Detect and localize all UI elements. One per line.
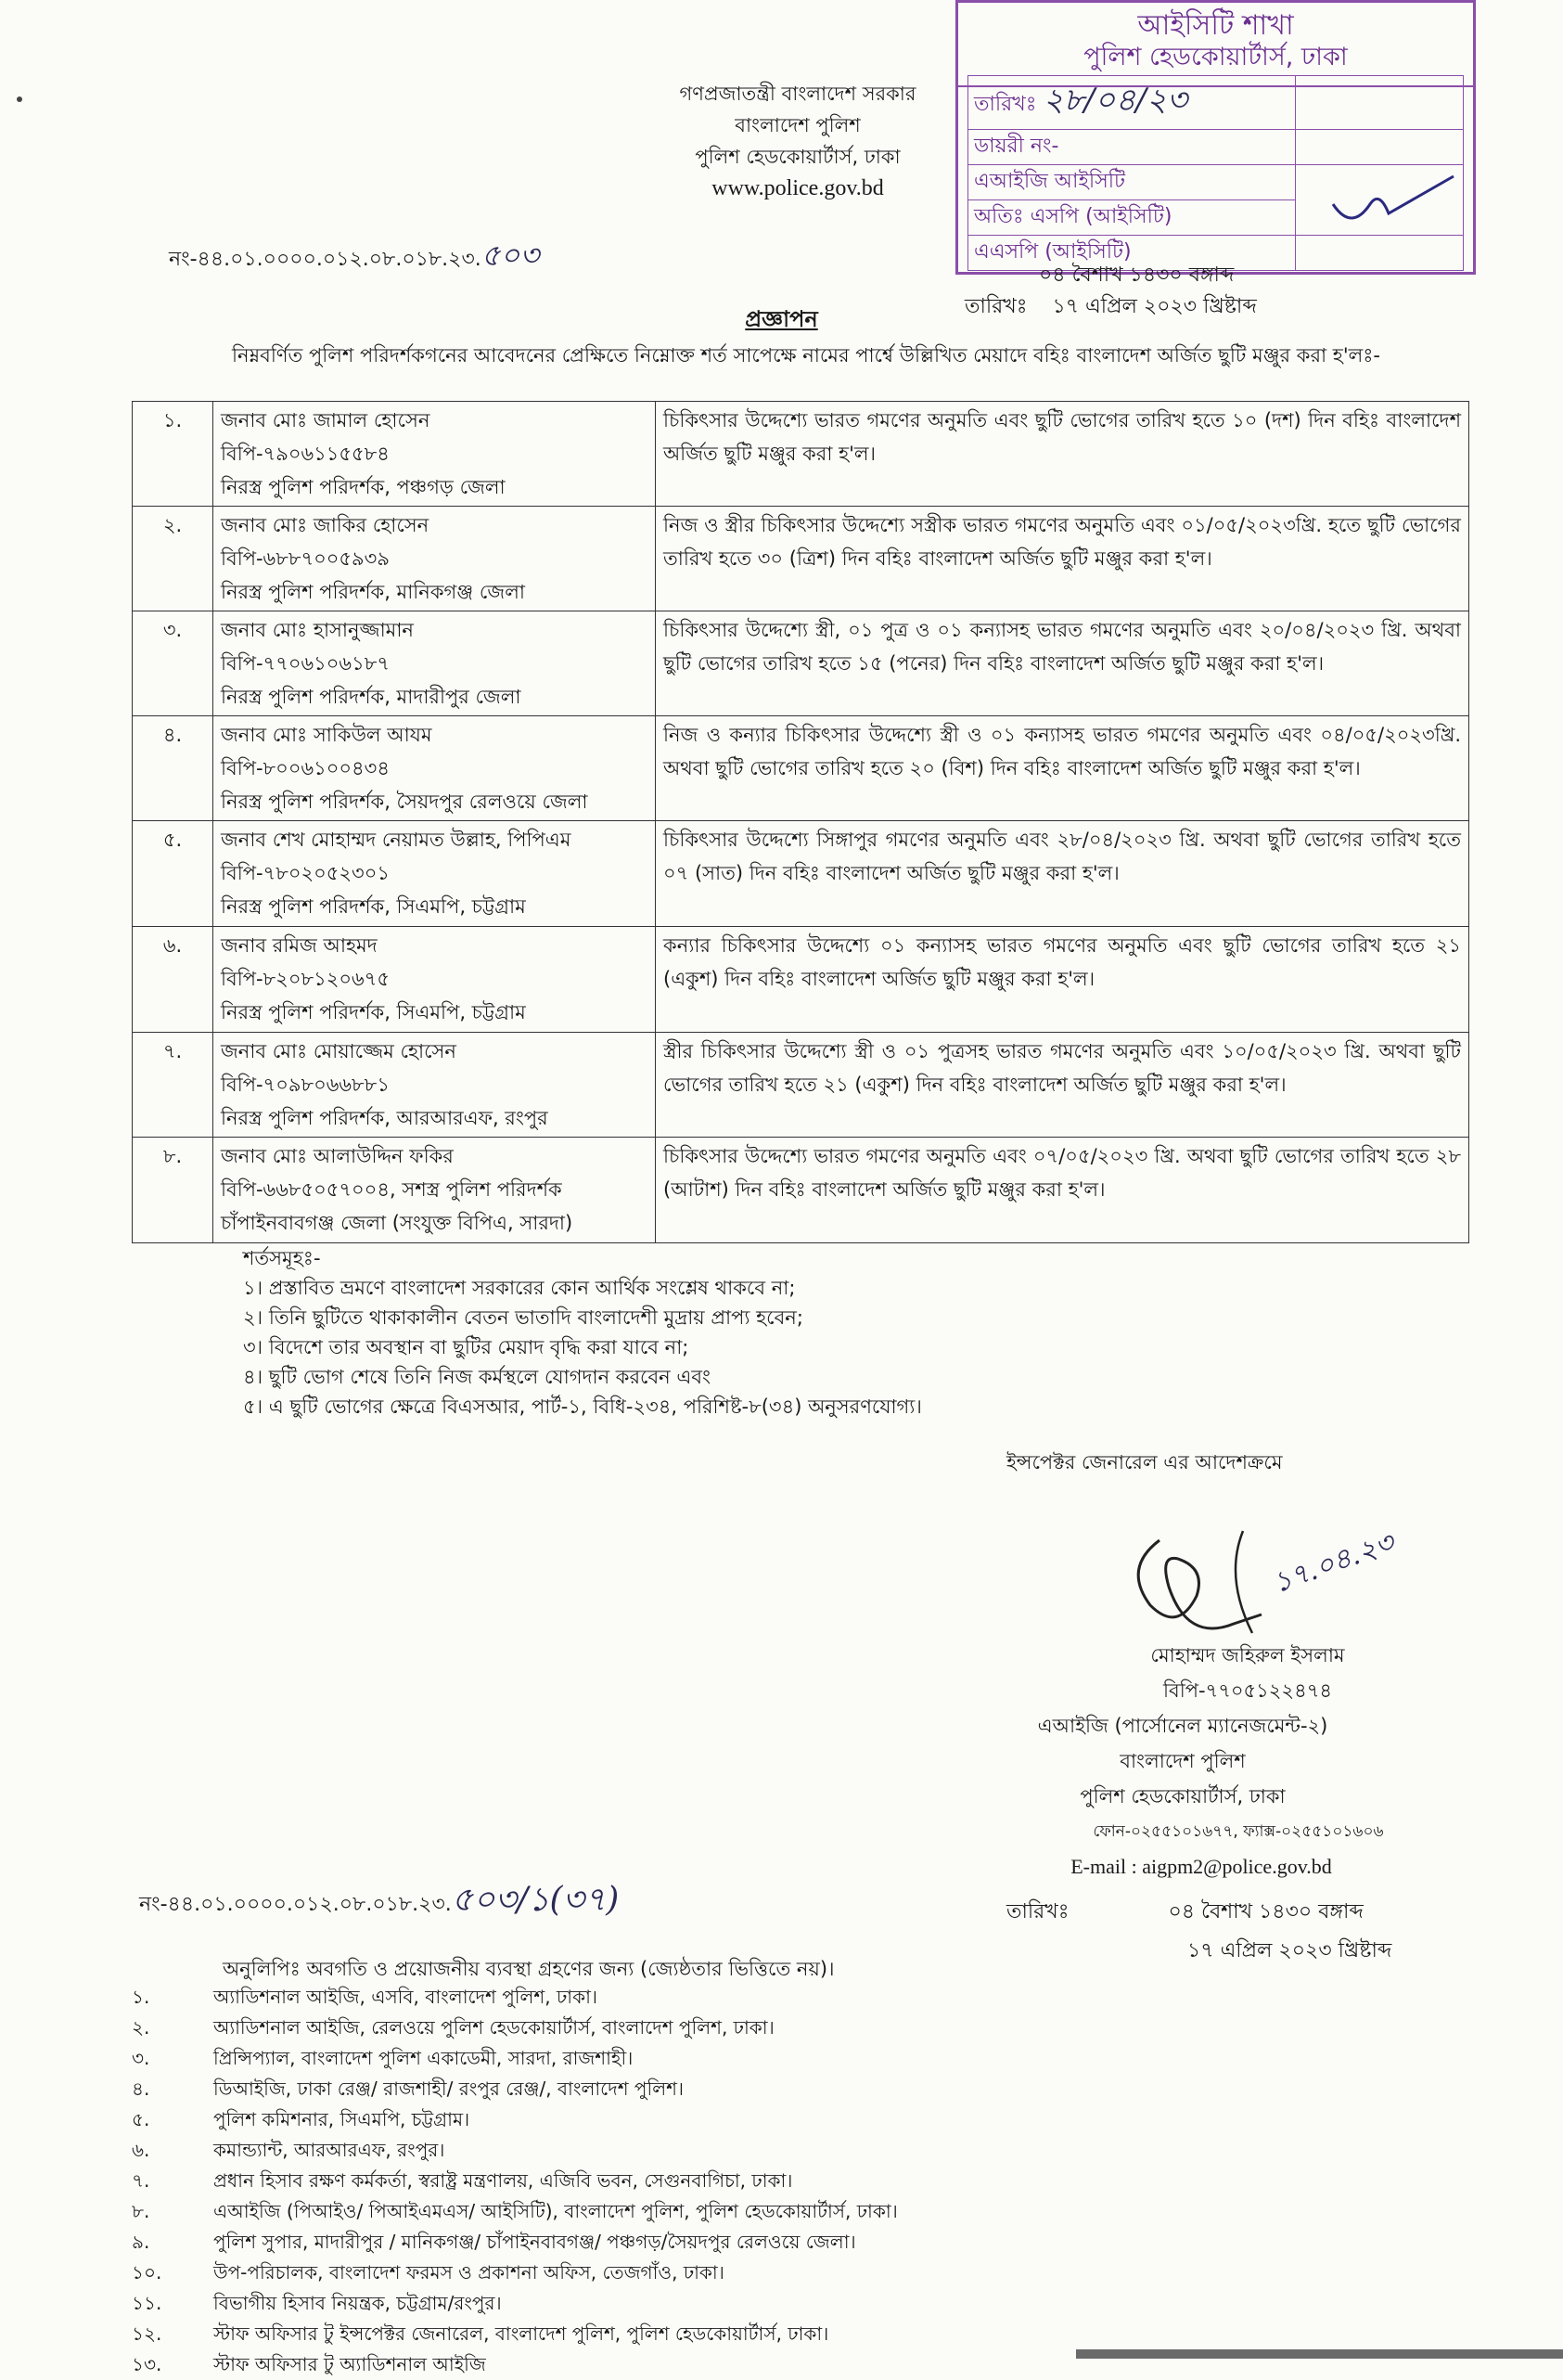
condition-item: ২। তিনি ছুটিতে থাকাকালীন বেতন ভাতাদি বাংলাদেশী মুদ্রায় প্রাপ্য হবেন;	[243, 1306, 803, 1329]
officer-post: নিরস্ত্র পুলিশ পরিদর্শক, সিএমপি, চট্টগ্রাম	[221, 1001, 526, 1023]
row-serial: ৪.	[133, 716, 213, 821]
row-serial: ৮.	[133, 1138, 213, 1243]
date-english: ১৭ এপ্রিল ২০২৩ খ্রিষ্টাব্দ	[1052, 295, 1257, 318]
row-officer	[213, 507, 656, 611]
leave-table-row	[133, 1138, 1469, 1243]
officer-post: নিরস্ত্র পুলিশ পরিদর্শক, মাদারীপুর জেলা	[221, 686, 521, 708]
leave-table-row	[133, 507, 1469, 611]
officer-bp: বিপি-৭০৯৮০৬৬৮৮১	[221, 1074, 390, 1096]
copy-item-text: ডিআইজি, ঢাকা রেঞ্জ/ রাজশাহী/ রংপুর রেঞ্জ/, বাংলাদেশ পুলিশ।	[213, 2078, 685, 2100]
officer-office: পুলিশ হেডকোয়ার্টার্স, ঢাকা	[1080, 1785, 1286, 1808]
officer-name: জনাব মোঃ মোয়াজ্জেম হোসেন	[221, 1040, 456, 1062]
copy-date-english: ১৭ এপ্রিল ২০২৩ খ্রিষ্টাব্দ	[1187, 1939, 1392, 1962]
stamp-row-aig: এআইজি আইসিটি	[968, 165, 1296, 200]
date-label: তারিখঃ	[965, 295, 1028, 318]
receipt-stamp	[955, 0, 1476, 275]
leave-table-row	[133, 611, 1469, 716]
copy-item-number: ১২.	[132, 2322, 162, 2345]
copy-item-number: ৭.	[132, 2169, 150, 2192]
row-serial: ৫.	[133, 821, 213, 927]
row-serial: ১.	[133, 402, 213, 507]
document-title: প্রজ্ঞাপন	[745, 306, 818, 332]
officer-name: জনাব মোঃ সাকিউল আযম	[221, 724, 432, 746]
row-leave-details: চিকিৎসার উদ্দেশ্যে ভারত গমণের অনুমতি এবং ছুটি ভোগের তারিখ হতে ১০ (দশ) দিন বহিঃ বাংলাদেশ অর্জিত ছুটি মঞ্জুর করা হ'ল।	[656, 402, 1469, 507]
officer-name: জনাব রমিজ আহমদ	[221, 934, 378, 957]
officer-bp: বিপি-৭৭০৫১২২৪৭৪	[1163, 1679, 1332, 1702]
condition-item: ৫। এ ছুটি ভোগের ক্ষেত্রে বিএসআর, পার্ট-১, বিধি-২৩৪, পরিশিষ্ট-৮(৩৪) অনুসরণযোগ্য।	[243, 1396, 922, 1418]
row-leave-details: কন্যার চিকিৎসার উদ্দেশ্যে ০১ কন্যাসহ ভারত গমণের অনুমতি এবং ছুটি ভোগের তারিখ হতে ২১ (একুশ) দিন বহিঃ বাংলাদেশ অর্জিত ছুটি মঞ্জুর করা হ'ল।	[656, 927, 1469, 1033]
copy-date-label: তারিখঃ	[1006, 1900, 1070, 1923]
copy-item-number: ১৩.	[132, 2353, 162, 2375]
copy-reference-number: নং-৪৪.০১.০০০০.০১২.০৮.০১৮.২৩.৫০৩/১(৩৭)	[139, 1881, 620, 1919]
copy-item	[132, 2258, 898, 2288]
row-officer	[213, 1033, 656, 1138]
tick-mark-icon	[1314, 167, 1463, 232]
copy-item-number: ৫.	[132, 2108, 150, 2130]
hq-line: পুলিশ হেডকোয়ার্টার্স, ঢাকা	[695, 146, 901, 168]
officer-name: মোহাম্মদ জহিরুল ইসলাম	[1150, 1644, 1345, 1666]
row-leave-details: নিজ ও কন্যার চিকিৎসার উদ্দেশ্যে স্ত্রী ও ০১ কন্যাসহ ভারত গমণের অনুমতি এবং ০৪/০৫/২০২৩খ্রি. অথবা ছুটি ভোগের তারিখ হতে ২০ (বিশ) দিন বহিঃ বাংলাদেশ অর্জিত ছুটি মঞ্জুর করা হ'ল।	[656, 716, 1469, 821]
copy-item-number: ৬.	[132, 2139, 150, 2161]
officer-bp: বিপি-৭৮০২০৫২৩০১	[221, 862, 390, 884]
officer-bp: বিপি-৮০০৬১০০৪৩৪	[221, 757, 390, 779]
copy-item	[132, 2349, 898, 2380]
officer-bp: বিপি-৬৮৮৭০০৫৯৩৯	[221, 547, 390, 570]
copy-reference-handwritten: ৫০৩/১(৩৭)	[451, 1881, 620, 1919]
officer-name: জনাব মোঃ আলাউদ্দিন ফকির	[221, 1145, 454, 1167]
leave-table-row	[133, 1033, 1469, 1138]
copy-item-text: এআইজি (পিআইও/ পিআইএমএস/ আইসিটি), বাংলাদেশ পুলিশ, পুলিশ হেডকোয়ার্টার্স, ঢাকা।	[213, 2200, 898, 2222]
row-officer	[213, 821, 656, 927]
leave-table-row	[133, 821, 1469, 927]
officer-org: বাংলাদেশ পুলিশ	[1120, 1750, 1246, 1772]
copy-item	[132, 2319, 898, 2349]
officer-email: E-mail : aigpm2@police.gov.bd	[1070, 1855, 1332, 1878]
leave-table	[132, 401, 1469, 1243]
condition-item: ৪। ছুটি ভোগ শেষে তিনি নিজ কর্মস্থলে যোগদান করবেন এবং	[243, 1366, 711, 1388]
leave-table-row	[133, 402, 1469, 507]
condition-item: ১। প্রস্তাবিত ভ্রমণে বাংলাদেশ সরকারের কোন আর্থিক সংশ্লেষ থাকবে না;	[243, 1277, 796, 1299]
row-leave-details: চিকিৎসার উদ্দেশ্যে স্ত্রী, ০১ পুত্র ও ০১ কন্যাসহ ভারত গমণের অনুমতি এবং ২০/০৪/২০২৩ খ্রি. অথবা ছুটি ভোগের তারিখ হতে ১৫ (পনের) দিন বহিঃ বাংলাদেশ অর্জিত ছুটি মঞ্জুর করা হ'ল।	[656, 611, 1469, 716]
copy-item	[132, 2104, 898, 2135]
officer-bp: বিপি-৮২০৮১২০৬৭৫	[221, 968, 390, 990]
row-officer	[213, 1138, 656, 1243]
copy-item-text: অ্যাডিশনাল আইজি, রেলওয়ে পুলিশ হেডকোয়ার্টার্স, বাংলাদেশ পুলিশ, ঢাকা।	[213, 2016, 775, 2039]
condition-item: ৩। বিদেশে তার অবস্থান বা ছুটির মেয়াদ বৃদ্ধি করা যাবে না;	[243, 1336, 689, 1358]
officer-designation: এআইজি (পার্সোনেল ম্যানেজমেন্ট-২)	[1037, 1715, 1328, 1737]
copy-item	[132, 2227, 898, 2258]
officer-bp: বিপি-৬৬৮৫০৫৭০০৪, সশস্ত্র পুলিশ পরিদর্শক	[221, 1178, 562, 1201]
copy-item	[132, 2166, 898, 2196]
row-leave-details: নিজ ও স্ত্রীর চিকিৎসার উদ্দেশ্যে সস্ত্রীক ভারত গমণের অনুমতি এবং ০১/০৫/২০২৩খ্রি. হতে ছুটি ভোগের তারিখ হতে ৩০ (ত্রিশ) দিন বহিঃ বাংলাদেশ অর্জিত ছুটি মঞ্জুর করা হ'ল।	[656, 507, 1469, 611]
stamp-subtitle: পুলিশ হেডকোয়ার্টার্স, ঢাকা	[958, 38, 1473, 87]
order-line: ইন্সপেক্টর জেনারেল এর আদেশক্রমে	[1006, 1451, 1283, 1473]
row-officer	[213, 716, 656, 821]
signature-date: ১৭.০৪.২৩	[1268, 1525, 1399, 1601]
stamp-row-addl-sp: অতিঃ এসপি (আইসিটি)	[968, 200, 1296, 236]
officer-phone: ফোন-০২৫৫১০১৬৭৭, ফ্যাক্স-০২৫৫১০১৬০৬	[1093, 1822, 1384, 1841]
copy-item-number: ৯.	[132, 2231, 150, 2253]
officer-name: জনাব মোঃ হাসানুজ্জামান	[221, 619, 414, 641]
govt-line: গণপ্রজাতন্ত্রী বাংলাদেশ সরকার	[679, 83, 916, 105]
copy-item	[132, 2196, 898, 2227]
row-officer	[213, 927, 656, 1033]
copy-item-number: ১.	[132, 1986, 150, 2008]
leave-table-row	[133, 927, 1469, 1033]
row-serial: ৬.	[133, 927, 213, 1033]
copy-item-text: বিভাগীয় হিসাব নিয়ন্ত্রক, চট্টগ্রাম/রংপুর।	[213, 2292, 502, 2314]
row-serial: ৩.	[133, 611, 213, 716]
police-line: বাংলাদেশ পুলিশ	[735, 114, 861, 136]
officer-post: নিরস্ত্র পুলিশ পরিদর্শক, সিএমপি, চট্টগ্রাম	[221, 895, 526, 918]
copy-item-text: উপ-পরিচালক, বাংলাদেশ ফরমস ও প্রকাশনা অফিস, তেজগাঁও, ঢাকা।	[213, 2261, 724, 2284]
copy-date-bangla: ০৪ বৈশাখ ১৪৩০ বঙ্গাব্দ	[1168, 1900, 1364, 1923]
leave-table-row	[133, 716, 1469, 821]
copy-item-text: অ্যাডিশনাল আইজি, এসবি, বাংলাদেশ পুলিশ, ঢাকা।	[213, 1986, 598, 2008]
stamp-handwritten-date: ২৮/০৪/২৩	[1043, 82, 1187, 119]
copy-item-number: ৮.	[132, 2200, 150, 2222]
copy-item-number: ৪.	[132, 2078, 150, 2100]
stamp-title: আইসিটি শাখা	[1137, 9, 1294, 42]
copy-item	[132, 2288, 898, 2319]
stamp-row-diary: ডায়রী নং-	[968, 130, 1296, 165]
letterhead	[575, 78, 1020, 204]
intro-paragraph: নিম্নবর্ণিত পুলিশ পরিদর্শকগনের আবেদনের প্রেক্ষিতে নিম্নোক্ত শর্ত সাপেক্ষে নামের পার্শ্বে উল্লিখিত মেয়াদে বহিঃ বাংলাদেশ অর্জিত ছুটি মঞ্জুর করা হ'লঃ-	[232, 344, 1381, 367]
row-officer	[213, 402, 656, 507]
website: www.police.gov.bd	[711, 176, 884, 200]
copy-item-text: কমান্ড্যান্ট, আরআরএফ, রংপুর।	[213, 2139, 445, 2161]
stamp-row-date: তারিখঃ ২৮/০৪/২৩	[968, 76, 1296, 130]
copy-item-text: পুলিশ সুপার, মাদারীপুর / মানিকগঞ্জ/ চাঁপাইনবাবগঞ্জ/ পঞ্চগড়/সৈয়দপুর রেলওয়ে জেলা।	[213, 2231, 856, 2253]
copy-item-number: ১০.	[132, 2261, 162, 2284]
copy-item-number: ২.	[132, 2016, 150, 2039]
copy-item-number: ৩.	[132, 2047, 150, 2069]
row-serial: ৭.	[133, 1033, 213, 1138]
copy-item	[132, 2074, 898, 2104]
signing-officer	[946, 1638, 1419, 1885]
scan-speck	[17, 96, 22, 102]
reference-handwritten: ৫০৩	[480, 238, 540, 273]
officer-post: নিরস্ত্র পুলিশ পরিদর্শক, সৈয়দপুর রেলওয়ে জেলা	[221, 791, 588, 813]
copy-item	[132, 2013, 898, 2043]
copy-heading: অনুলিপিঃ অবগতি ও প্রয়োজনীয় ব্যবস্থা গ্রহণের জন্য (জ্যেষ্ঠতার ভিত্তিতে নয়)।	[223, 1958, 835, 1980]
stamp-row-asp: এএসপি (আইসিটি)	[968, 236, 1296, 271]
officer-post: চাঁপাইনবাবগঞ্জ জেলা (সংযুক্ত বিপিএ, সারদা)	[221, 1212, 573, 1234]
scan-edge-bar	[1076, 2349, 1563, 2359]
date-bangla: ০৪ বৈশাখ ১৪৩০ বঙ্গাব্দ	[1039, 264, 1235, 287]
copy-item-text: প্রিন্সিপ্যাল, বাংলাদেশ পুলিশ একাডেমী, সারদা, রাজশাহী।	[213, 2047, 634, 2069]
conditions-heading: শর্তসমূহঃ-	[243, 1247, 321, 1269]
copy-item-text: স্টাফ অফিসার টু ইন্সপেক্টর জেনারেল, বাংলাদেশ পুলিশ, পুলিশ হেডকোয়ার্টার্স, ঢাকা।	[213, 2322, 829, 2345]
reference-number: নং-৪৪.০১.০০০০.০১২.০৮.০১৮.২৩.৫০৩	[169, 238, 540, 273]
copy-item-text: স্টাফ অফিসার টু অ্যাডিশনাল আইজি	[213, 2353, 486, 2375]
copy-item-number: ১১.	[132, 2292, 162, 2314]
officer-bp: বিপি-৭৯০৬১১৫৫৮৪	[221, 443, 390, 465]
officer-post: নিরস্ত্র পুলিশ পরিদর্শক, আরআরএফ, রংপুর	[221, 1107, 548, 1129]
officer-bp: বিপি-৭৭০৬১০৬১৮৭	[221, 652, 390, 675]
conditions	[243, 1243, 922, 1422]
copy-item	[132, 1982, 898, 2013]
row-leave-details: স্ত্রীর চিকিৎসার উদ্দেশ্যে স্ত্রী ও ০১ পুত্রসহ ভারত গমণের অনুমতি এবং ১০/০৫/২০২৩ খ্রি. অথবা ছুটি ভোগের তারিখ হতে ২১ (একুশ) দিন বহিঃ বাংলাদেশ অর্জিত ছুটি মঞ্জুর করা হ'ল।	[656, 1033, 1469, 1138]
row-serial: ২.	[133, 507, 213, 611]
officer-name: জনাব মোঃ জামাল হোসেন	[221, 409, 430, 431]
copy-date	[1006, 1893, 1391, 1971]
officer-post: নিরস্ত্র পুলিশ পরিদর্শক, মানিকগঞ্জ জেলা	[221, 581, 525, 603]
officer-name: জনাব শেখ মোহাম্মদ নেয়ামত উল্লাহ, পিপিএম	[221, 829, 571, 851]
copy-item-text: প্রধান হিসাব রক্ষণ কর্মকর্তা, স্বরাষ্ট্র মন্ত্রণালয়, এজিবি ভবন, সেগুনবাগিচা, ঢাকা।	[213, 2169, 793, 2192]
stamp-table	[967, 75, 1464, 271]
row-leave-details: চিকিৎসার উদ্দেশ্যে ভারত গমণের অনুমতি এবং ০৭/০৫/২০২৩ খ্রি. অথবা ছুটি ভোগের তারিখ হতে ২৮ (আটাশ) দিন বহিঃ বাংলাদেশ অর্জিত ছুটি মঞ্জুর করা হ'ল।	[656, 1138, 1469, 1243]
row-leave-details: চিকিৎসার উদ্দেশ্যে সিঙ্গাপুর গমণের অনুমতি এবং ২৮/০৪/২০২৩ খ্রি. অথবা ছুটি ভোগের তারিখ হতে ০৭ (সাত) দিন বহিঃ বাংলাদেশ অর্জিত ছুটি মঞ্জুর করা হ'ল।	[656, 821, 1469, 927]
officer-name: জনাব মোঃ জাকির হোসেন	[221, 514, 429, 536]
copy-item	[132, 2043, 898, 2074]
copy-item	[132, 2135, 898, 2166]
officer-post: নিরস্ত্র পুলিশ পরিদর্শক, পঞ্চগড় জেলা	[221, 476, 506, 498]
row-officer	[213, 611, 656, 716]
copy-list	[132, 1982, 898, 2380]
copy-item-text: পুলিশ কমিশনার, সিএমপি, চট্টগ্রাম।	[213, 2108, 470, 2130]
